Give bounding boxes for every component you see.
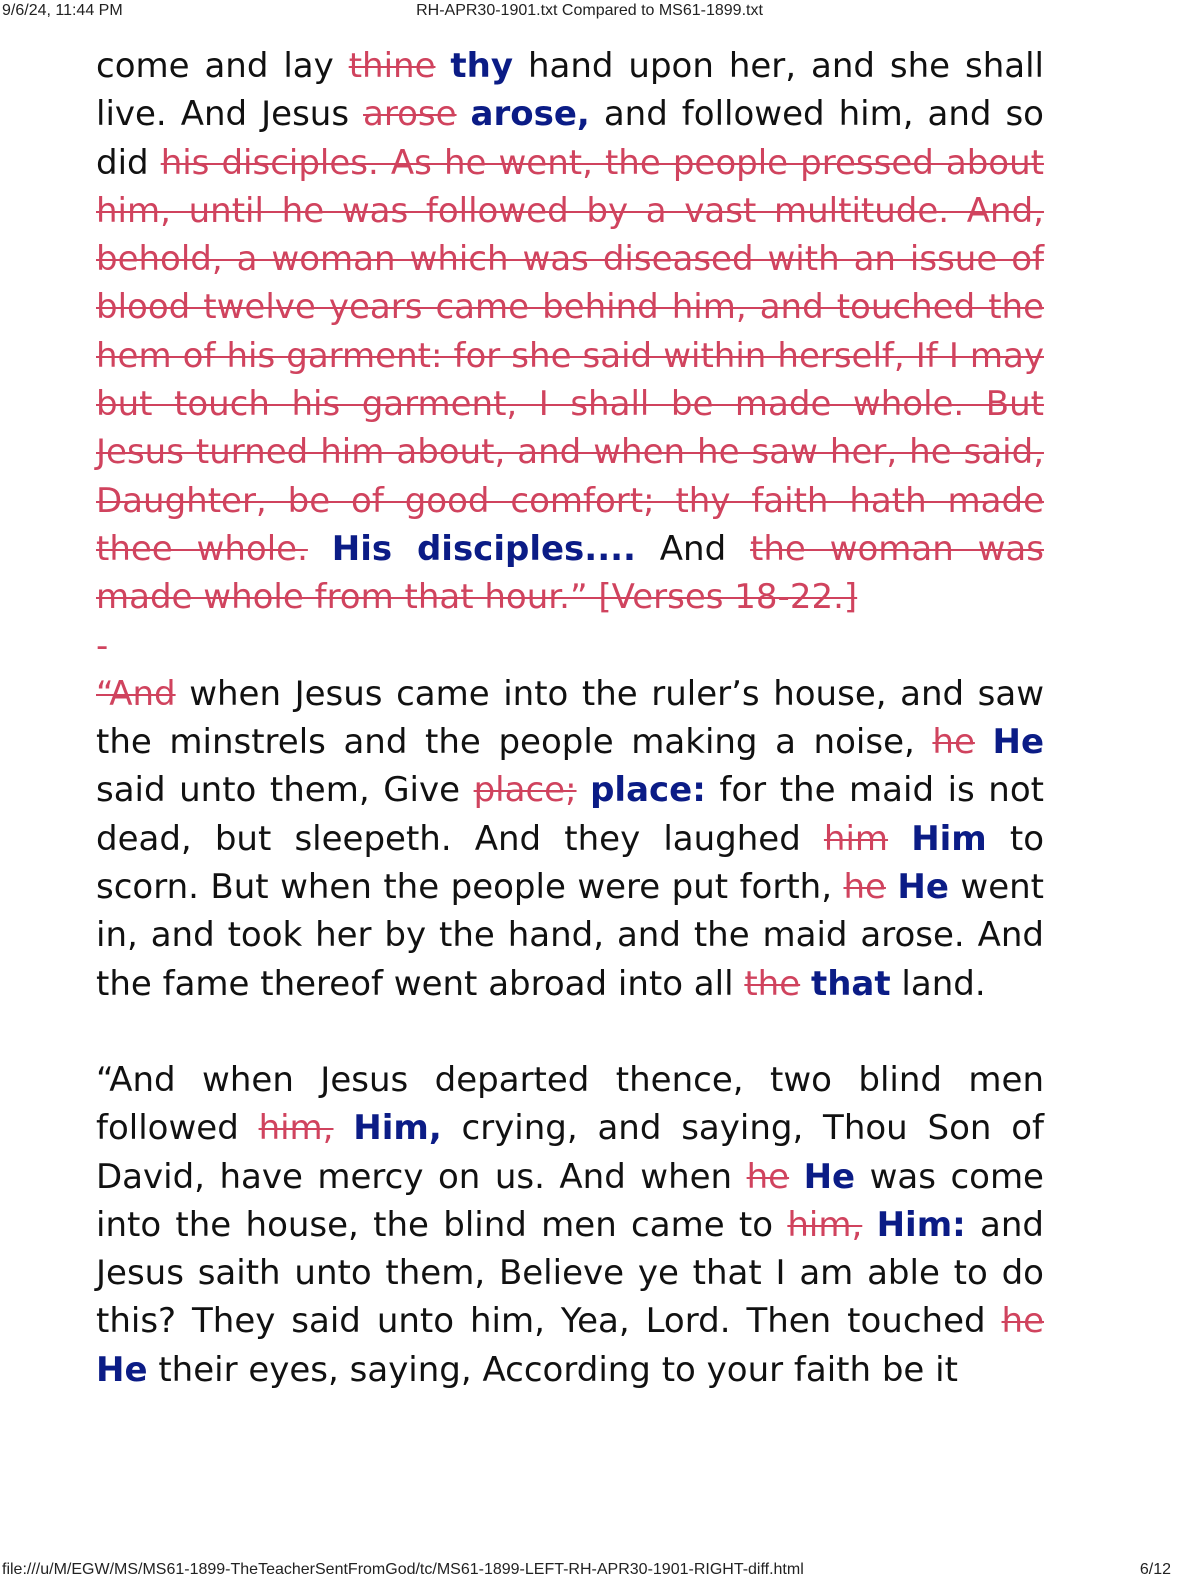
deleted-text: the: [744, 963, 801, 1004]
unchanged-text: come and lay: [96, 46, 349, 86]
unchanged-text: [888, 819, 911, 859]
unchanged-text: [862, 1205, 876, 1245]
unchanged-text: said unto them, Give: [96, 770, 474, 811]
inserted-text: He: [992, 722, 1044, 763]
inserted-text: His disciples....: [331, 528, 636, 569]
unchanged-text: And: [635, 528, 751, 569]
inserted-text: Him,: [353, 1108, 442, 1149]
inserted-text: He: [803, 1156, 856, 1197]
unchanged-text: [334, 1108, 354, 1148]
deleted-text: he: [746, 1156, 790, 1197]
unchanged-text: [886, 867, 897, 907]
deleted-text: him,: [787, 1204, 863, 1245]
deleted-text: he: [1001, 1301, 1044, 1342]
diff-paragraph: [96, 42, 1044, 1008]
unchanged-text: [577, 770, 591, 810]
unchanged-text: and Jesus saith unto them, Believe ye that I am able to do this? They said unto him, Yea, Lord. Then touched: [96, 1204, 1044, 1342]
deleted-text: his disciples. As he went, the people pressed about him, until he was followed by a vast multitude. And, behold, a woman which was diseased with an issue of blood twelve years came behind him, and touched the hem of his garment: for she said within herself, If I may but touch his garment, I shall be made whole. But Jesus turned him about, and when he saw her, he said, Daughter, be of good comfort; thy faith hath made thee whole.: [96, 142, 1044, 569]
unchanged-text: went in, and took her by the hand, and the maid arose. And the fame thereof went abroad into all: [96, 867, 1044, 1004]
deleted-text: thine: [348, 46, 436, 86]
unchanged-text: [975, 722, 993, 762]
deleted-marker: -: [96, 625, 109, 666]
deleted-text: he: [843, 867, 886, 908]
print-header: [0, 2, 1179, 24]
unchanged-text: [308, 529, 332, 569]
unchanged-text: land.: [890, 963, 986, 1004]
unchanged-text: [800, 964, 811, 1004]
deleted-text: “And: [96, 673, 176, 714]
unchanged-text: and followed him, and so did: [96, 94, 1044, 183]
inserted-text: Him:: [876, 1204, 966, 1245]
deleted-text: he: [932, 722, 975, 763]
deleted-text: arose: [363, 94, 457, 135]
page-number: 6/12: [1139, 1561, 1171, 1578]
inserted-text: He: [897, 867, 949, 908]
unchanged-text: [457, 94, 471, 134]
deleted-text: the woman was made whole from that hour.” [Verses 18-22.]: [96, 528, 1044, 618]
document-title: RH-APR30-1901.txt Compared to MS61-1899.txt: [416, 2, 763, 19]
inserted-text: He: [96, 1349, 148, 1390]
unchanged-text: [789, 1157, 804, 1197]
unchanged-text: was come into the house, the blind men came to: [96, 1156, 1044, 1245]
file-path: file:///u/M/EGW/MS/MS61-1899-TheTeacherSentFromGod/tc/MS61-1899-LEFT-RH-APR30-1901-RIGHT-diff.html: [2, 1561, 804, 1578]
deleted-text: him: [823, 818, 889, 859]
deleted-text: place;: [473, 770, 577, 811]
deleted-text: him,: [258, 1108, 334, 1149]
unchanged-text: hand upon her, and she shall live. And Jesus: [96, 46, 1045, 135]
diff-content: [96, 42, 1044, 1394]
print-datetime: 9/6/24, 11:44 PM: [2, 2, 123, 19]
inserted-text: Him: [911, 818, 987, 859]
unchanged-text: when Jesus came into the ruler’s house, and saw the minstrels and the people making a noise,: [96, 673, 1044, 763]
inserted-text: arose,: [470, 94, 590, 135]
diff-paragraph: [96, 1056, 1044, 1394]
print-footer: [0, 1561, 1179, 1583]
unchanged-text: “And when Jesus departed thence, two blind men followed: [96, 1059, 1044, 1149]
inserted-text: thy: [450, 46, 514, 86]
unchanged-text: to scorn. But when the people were put forth,: [96, 818, 1044, 908]
unchanged-text: [435, 46, 450, 86]
unchanged-text: for the maid is not dead, but sleepeth. And they laughed: [96, 770, 1044, 859]
inserted-text: place:: [590, 770, 706, 811]
unchanged-text: their eyes, saying, According to your faith be it: [147, 1349, 958, 1390]
unchanged-text: crying, and saying, Thou Son of David, have mercy on us. And when: [96, 1108, 1044, 1197]
inserted-text: that: [810, 963, 891, 1004]
